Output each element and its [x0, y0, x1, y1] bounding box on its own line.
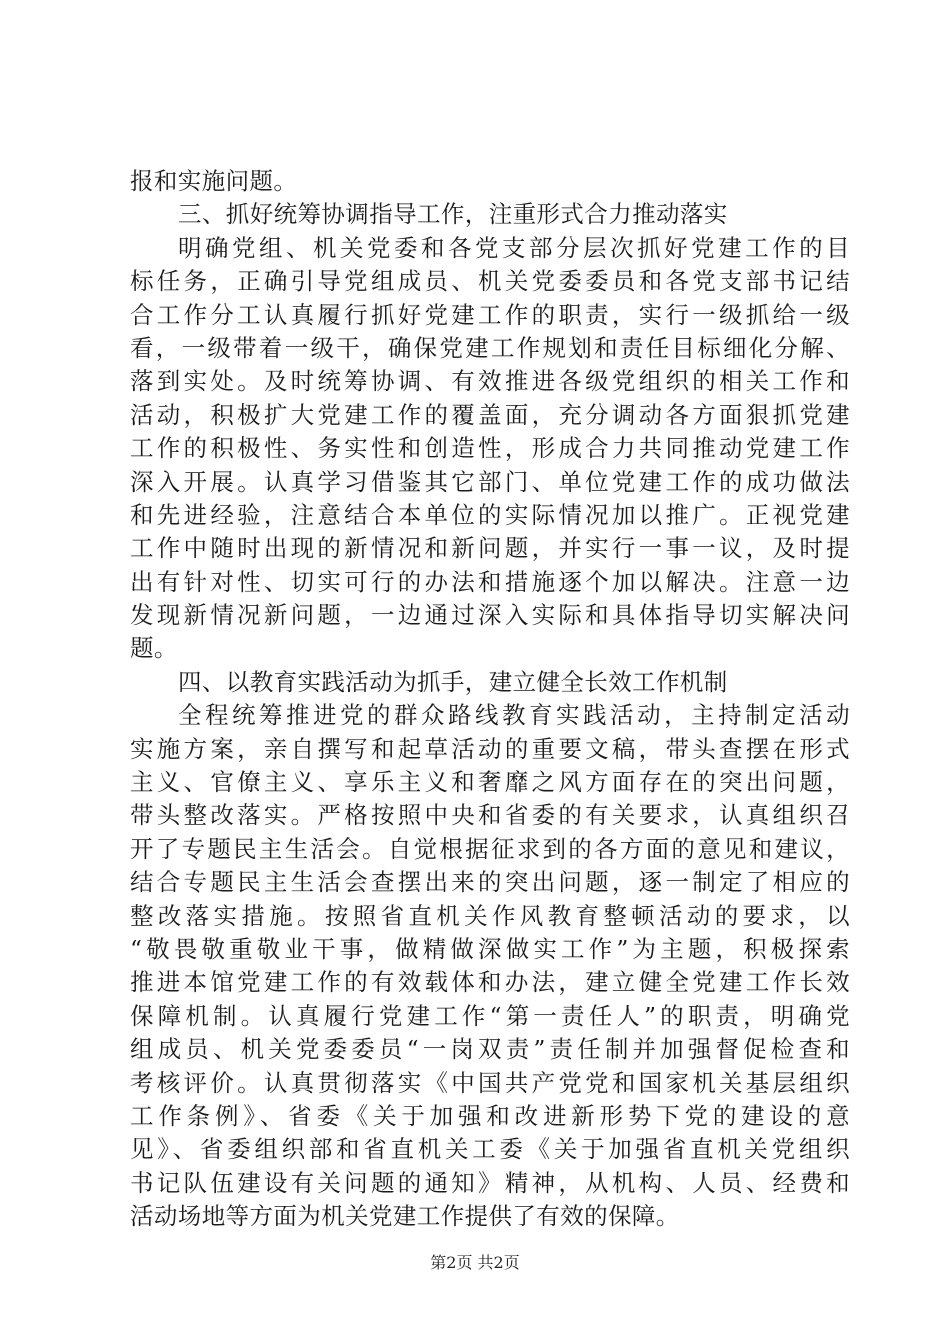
text-line: 合工作分工认真履行抓好党建工作的职责，实行一级抓给一级: [130, 300, 850, 329]
text-line: 活动，积极扩大党建工作的覆盖面，充分调动各方面狠抓党建: [130, 400, 850, 429]
text-line: 三、抓好统筹协调指导工作，注重形式合力推动落实: [178, 200, 728, 229]
text-line: 开了专题民主生活会。自觉根据征求到的各方面的意见和建议，: [130, 834, 850, 863]
text-line: 标任务，正确引导党组成员、机关党委委员和各党支部书记结: [130, 267, 850, 296]
text-line: 和先进经验，注意结合本单位的实际情况加以推广。正视党建: [130, 500, 850, 529]
text-line: 落到实处。及时统筹协调、有效推进各级党组织的相关工作和: [130, 367, 850, 396]
text-line: 报和实施问题。: [130, 167, 298, 195]
text-line: 保障机制。认真履行党建工作“第一责任人”的职责，明确党: [130, 1001, 850, 1030]
text-line: “敬畏敬重敬业干事，做精做深做实工作”为主题，积极探索: [130, 934, 850, 963]
text-line: 带头整改落实。严格按照中央和省委的有关要求，认真组织召: [130, 801, 850, 830]
text-line: 活动场地等方面为机关党建工作提供了有效的保障。: [130, 1202, 680, 1231]
text-line: 主义、官僚主义、享乐主义和奢靡之风方面存在的突出问题，: [130, 768, 850, 797]
page-footer: 第2页 共2页: [430, 1253, 520, 1272]
text-line: 出有针对性、切实可行的办法和措施逐个加以解决。注意一边: [130, 567, 850, 596]
text-line: 发现新情况新问题，一边通过深入实际和具体指导切实解决问: [130, 601, 850, 630]
text-line: 推进本馆党建工作的有效载体和办法，建立健全党建工作长效: [130, 968, 850, 997]
document-body: [130, 165, 850, 1234]
text-line: 考核评价。认真贯彻落实《中国共产党党和国家机关基层组织: [130, 1068, 850, 1097]
text-line: 工作的积极性、务实性和创造性，形成合力共同推动党建工作: [130, 434, 850, 463]
text-line: 看，一级带着一级干，确保党建工作规划和责任目标细化分解、: [130, 333, 850, 362]
text-line: 书记队伍建设有关问题的通知》精神，从机构、人员、经费和: [130, 1168, 850, 1197]
text-line: 全程统筹推进党的群众路线教育实践活动，主持制定活动: [178, 701, 850, 730]
text-line: 明确党组、机关党委和各党支部分层次抓好党建工作的目: [178, 233, 850, 262]
text-line: 四、以教育实践活动为抓手，建立健全长效工作机制: [178, 667, 728, 696]
text-line: 深入开展。认真学习借鉴其它部门、单位党建工作的成功做法: [130, 467, 850, 496]
text-line: 题。: [130, 634, 178, 663]
text-line: 工作中随时出现的新情况和新问题，并实行一事一议，及时提: [130, 534, 850, 563]
text-line: 工作条例》、省委《关于加强和改进新形势下党的建设的意: [130, 1101, 850, 1130]
text-line: 结合专题民主生活会查摆出来的突出问题，逐一制定了相应的: [130, 868, 850, 897]
text-line: 组成员、机关党委委员“一岗双责”责任制并加强督促检查和: [130, 1035, 850, 1064]
text-line: 见》、省委组织部和省直机关工委《关于加强省直机关党组织: [130, 1135, 850, 1164]
text-line: 整改落实措施。按照省直机关作风教育整顿活动的要求，以: [130, 901, 850, 930]
text-line: 实施方案，亲自撰写和起草活动的重要文稿，带头查摆在形式: [130, 734, 850, 763]
